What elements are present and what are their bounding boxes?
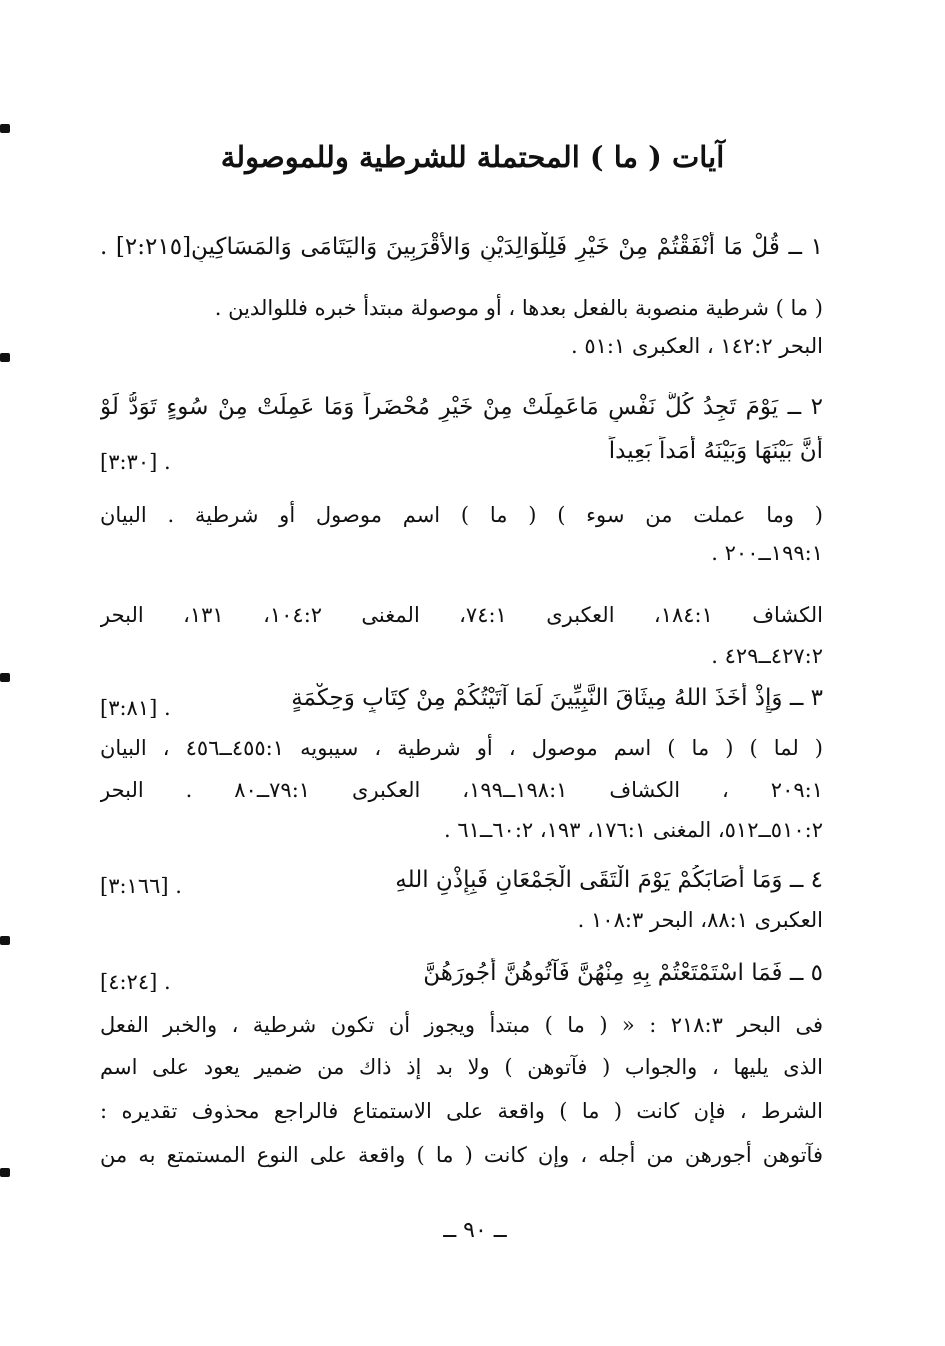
reference-line: العكبرى ٨٨:١، البحر ١٠٨:٣ . (577, 908, 823, 932)
verse-reference: [٤:٢٤] . (100, 970, 171, 994)
verse-reference: [٣:٨١] . (100, 696, 171, 720)
commentary-line: ( ما ) شرطية منصوبة بالفعل بعدها ، أو موصولة مبتدأ خبره فللوالدين . (214, 296, 823, 320)
scan-edge-mark (0, 353, 10, 362)
page-number: ــ ٩٠ ــ (443, 1218, 507, 1243)
verse-reference: [٣:٣٠] . (100, 450, 171, 474)
commentary-line: ( وما عملت من سوء ) ( ما ) اسم موصول أو شرطية . البيان (100, 503, 823, 527)
verse-line: ١ ــ قُلْ مَا أَنْفَقْتُمْ مِنْ خَيْرٍ فَلِلْوَالِدَيْنِ وَالأَقْرَبِينَ وَاليَتَامَى وَالمَسَاكِينِ[٢:٢١٥] . (100, 234, 823, 260)
reference-line: ١٩٩:١ــ٢٠٠ . (711, 541, 823, 565)
reference-line: ٥١٠:٢ــ٥١٢، المغنى ١٧٦:١، ١٩٣، ٦٠:٢ــ٦١ . (444, 818, 823, 842)
verse-line: أَنَّ بَيْنَهَا وَبَيْنَهُ أَمَداً بَعِيداً (608, 438, 823, 464)
scan-edge-mark (0, 124, 10, 133)
commentary-line: ( لما ) ( ما ) اسم موصول ، أو شرطية ، سيبويه ٤٥٥:١ــ٤٥٦ ، البيان (100, 736, 823, 760)
scan-edge-mark (0, 1168, 10, 1177)
scan-edge-mark (0, 673, 10, 682)
verse-line: ٣ ــ وَإِذْ أَخَذَ اللهُ مِيثَاقَ النَّبِيِّينَ لَمَا آتَيْتُكُمْ مِنْ كِتَابٍ وَحِكْمَةٍ (291, 685, 823, 711)
verse-line: ٢ ــ يَوْمَ تَجِدُ كُلُّ نَفْسٍ مَاعَمِلَتْ مِنْ خَيْرٍ مُحْضَراً وَمَا عَمِلَتْ مِنْ سُوءٍ تَوَدُّ لَوْ (100, 394, 823, 420)
commentary-line: الذى يليها ، والجواب ( فآتوهن ) ولا بد إذ ذاك من ضمير يعود على اسم (100, 1055, 823, 1079)
verse-line: ٥ ــ فَمَا اسْتَمْتَعْتُمْ بِهِ مِنْهُنَّ فَآتُوهُنَّ أُجُورَهُنَّ (423, 960, 823, 986)
verse-reference: [٣:١٦٦] . (100, 874, 182, 898)
reference-line: البحر ١٤٢:٢ ، العكبرى ٥١:١ . (570, 334, 823, 358)
verse-line: ٤ ــ وَمَا أَصَابَكُمْ يَوْمَ الْتَقَى الْجَمْعَانِ فَبِإِذْنِ اللهِ (395, 867, 823, 893)
commentary-line: فى البحر ٢١٨:٣ : « ( ما ) مبتدأ ويجوز أن تكون شرطية ، والخبر الفعل (100, 1013, 823, 1037)
commentary-line: الشرط ، فإن كانت ( ما ) واقعة على الاستمتاع فالراجع محذوف تقديره : (100, 1099, 823, 1123)
scan-edge-mark (0, 936, 10, 945)
page-title: آيات ( ما ) المحتملة للشرطية وللموصولة (220, 140, 725, 174)
reference-line: ٢٠٩:١ ، الكشاف ١٩٨:١ــ١٩٩، العكبرى ٧٩:١ــ٨٠ . البحر (100, 778, 823, 802)
reference-line: الكشاف ١٨٤:١، العكبرى ٧٤:١، المغنى ١٠٤:٢، ١٣١، البحر (100, 603, 823, 627)
reference-line: ٤٢٧:٢ــ٤٢٩ . (711, 644, 823, 668)
commentary-line: فآتوهن أجورهن من أجله ، وإن كانت ( ما ) واقعة على النوع المستمتع به من (100, 1143, 823, 1167)
